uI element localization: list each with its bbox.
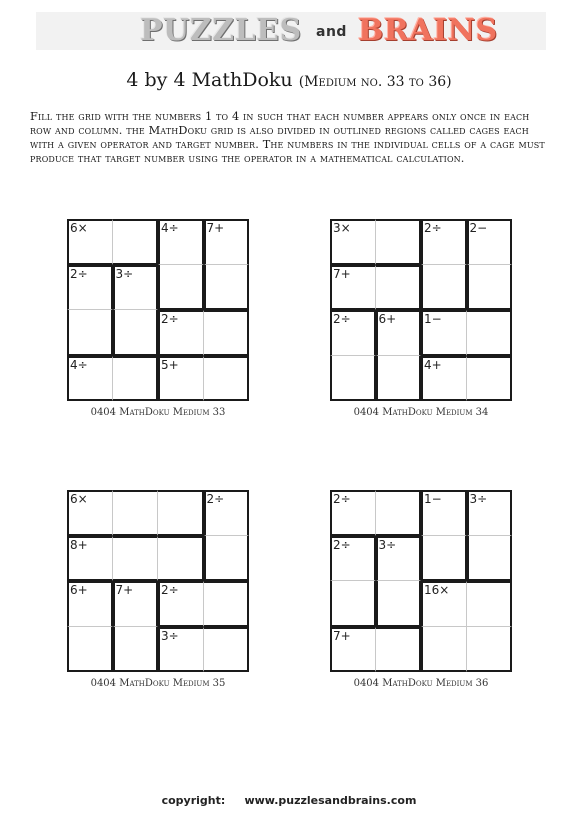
cage-clue: 16× — [424, 583, 450, 597]
cage-clue: 4÷ — [70, 357, 88, 372]
cage-clue: 5+ — [161, 357, 179, 372]
cage-clue: 2÷ — [70, 266, 88, 281]
cage-clue: 2÷ — [333, 537, 351, 552]
grid-cell[interactable] — [376, 627, 422, 673]
cage-clue: 7+ — [206, 221, 225, 235]
logo-puzzles: PUZZLES — [140, 13, 302, 48]
grid-cell[interactable] — [204, 310, 250, 356]
grid-cell[interactable] — [421, 536, 467, 582]
grid-cell[interactable] — [204, 536, 250, 582]
puzzle-medium-35 — [67, 490, 249, 689]
cage-clue: 2÷ — [206, 492, 225, 506]
puzzle-medium-36 — [330, 490, 512, 689]
puzzle-caption: 0404 MathDoku Medium 35 — [90, 678, 226, 689]
grid-cell[interactable] — [376, 265, 422, 311]
grid-cell[interactable] — [113, 310, 159, 356]
grid-cell[interactable] — [113, 356, 159, 402]
cage-clue: 2− — [469, 221, 488, 235]
title-subtitle: (Medium no. 33 to 36) — [298, 74, 452, 90]
grid-cell[interactable] — [376, 219, 422, 265]
puzzle-caption: 0404 MathDoku Medium 36 — [353, 678, 489, 689]
cage-clue: 2÷ — [333, 312, 351, 326]
grid-cell[interactable] — [467, 536, 513, 582]
cage-clue: 3÷ — [115, 266, 134, 281]
grid-cell[interactable] — [467, 627, 513, 673]
copyright-label: copyright: — [161, 794, 226, 807]
puzzle-medium-33 — [67, 219, 249, 418]
cage-clue: 6+ — [378, 312, 397, 326]
grid-cell[interactable] — [113, 536, 159, 582]
cage-clue: 3÷ — [469, 492, 488, 506]
website-link[interactable]: www.puzzlesandbrains.com — [244, 794, 417, 807]
cage-clue: 2÷ — [424, 221, 442, 235]
puzzle-medium-34 — [330, 219, 512, 418]
instructions-text: Fill the grid with the numbers 1 to 4 in such that each number appears only once in each row and column. the MathDoku grid is also divided in outlined regions called cages each with a given operator and target number. The numbers in the individual cells of a cage must produce that target number using the operator in a mathematical calculation. — [30, 110, 545, 165]
cage-clue: 7+ — [115, 583, 134, 597]
grid-cell[interactable] — [204, 581, 250, 627]
puzzle-caption: 0404 MathDoku Medium 33 — [90, 407, 226, 418]
grid-cell[interactable] — [376, 356, 422, 402]
logo-and: and — [316, 24, 347, 40]
copyright-footer — [0, 794, 578, 808]
grid-cell[interactable] — [467, 356, 513, 402]
cage-clue: 4+ — [424, 357, 442, 372]
grid-cell[interactable] — [467, 581, 513, 627]
grid-cell[interactable] — [158, 265, 204, 311]
cage-clue: 1− — [424, 492, 442, 506]
grid-cell[interactable] — [330, 581, 376, 627]
grid-cell[interactable] — [113, 490, 159, 536]
grid-cell[interactable] — [204, 265, 250, 311]
puzzle-grid — [67, 490, 249, 672]
grid-cell[interactable] — [204, 627, 250, 673]
grid-cell[interactable] — [113, 219, 159, 265]
cage-clue: 2÷ — [161, 312, 179, 326]
grid-cell[interactable] — [113, 627, 159, 673]
grid-cell[interactable] — [421, 265, 467, 311]
grid-cell[interactable] — [467, 310, 513, 356]
site-banner — [36, 12, 546, 50]
cage-clue: 4÷ — [161, 221, 179, 235]
cage-clue: 2÷ — [333, 492, 351, 506]
grid-cell[interactable] — [204, 356, 250, 402]
puzzle-grid — [330, 219, 512, 401]
cage-clue: 8+ — [70, 537, 88, 552]
grid-cell[interactable] — [158, 490, 204, 536]
title-main: 4 by 4 MathDoku — [126, 69, 293, 91]
cage-clue: 2÷ — [161, 583, 179, 597]
cage-clue: 6× — [70, 221, 88, 235]
grid-cell[interactable] — [376, 490, 422, 536]
grid-cell[interactable] — [67, 627, 113, 673]
cage-clue: 1− — [424, 312, 442, 326]
puzzle-grid — [67, 219, 249, 401]
cage-clue: 7+ — [333, 266, 351, 281]
grid-cell[interactable] — [376, 581, 422, 627]
grid-cell[interactable] — [467, 265, 513, 311]
grid-cell[interactable] — [330, 356, 376, 402]
cage-clue: 7+ — [333, 628, 351, 643]
page-title — [0, 68, 578, 94]
cage-clue: 3× — [333, 221, 351, 235]
grid-cell[interactable] — [158, 536, 204, 582]
puzzle-grid — [330, 490, 512, 672]
grid-cell[interactable] — [421, 627, 467, 673]
cage-clue: 6× — [70, 492, 88, 506]
cage-clue: 3÷ — [161, 628, 179, 643]
logo-brains: BRAINS — [358, 13, 498, 48]
cage-clue: 3÷ — [378, 537, 397, 552]
cage-clue: 6+ — [70, 583, 88, 597]
puzzle-caption: 0404 MathDoku Medium 34 — [353, 407, 489, 418]
grid-cell[interactable] — [67, 310, 113, 356]
